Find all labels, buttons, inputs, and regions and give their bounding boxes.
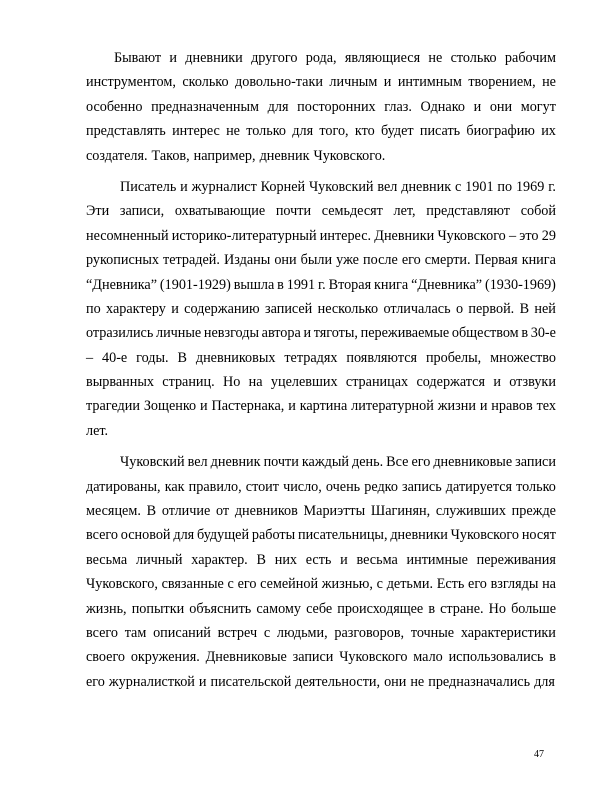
text-line: весьма личный характер. В них есть и весьма интимные переживания — [86, 551, 556, 568]
text-line: “Дневника” (1901-1929) вышла в 1991 г. Вторая книга “Дневника” (1930-1969) — [86, 276, 556, 293]
text-line: Писатель и журналист Корней Чуковский вел дневник с 1901 по 1969 г. — [120, 178, 556, 195]
text-line: рукописных тетрадей. Изданы они были уже после его смерти. Первая книга — [86, 252, 556, 269]
text-line: отразились личные невзгоды автора и тяготы, переживаемые обществом в 30-е — [86, 325, 556, 342]
paragraph-2 — [86, 175, 556, 443]
page-number: 47 — [534, 749, 544, 760]
text-line: жизнь, попытки объяснить самому себе происходящее в стране. Но больше — [86, 600, 556, 617]
text-line: трагедии Зощенко и Пастернака, и картина литературной жизни и нравов тех — [86, 398, 556, 415]
text-line: особенно предназначенным для посторонних глаз. Однако и они могут — [86, 98, 556, 115]
text-line: инструментом, сколько довольно-таки личным и интимным творением, не — [86, 74, 556, 91]
paragraph-1 — [86, 46, 556, 168]
text-line: Бывают и дневники другого рода, являющиеся не столько рабочим — [114, 50, 556, 66]
text-line: Чуковский вел дневник почти каждый день. Все его дневниковые записи — [120, 454, 556, 471]
text-line: месяцем. В отличие от дневников Мариэтты Шагинян, служивших прежде — [86, 503, 556, 520]
text-line: создателя. Таков, например, дневник Чуковского. — [86, 147, 386, 164]
text-line: лет. — [86, 422, 109, 439]
text-line: Чуковского, связанные с его семейной жизнью, с детьми. Есть его взгляды на — [86, 576, 556, 593]
text-line: всего основой для будущей работы писательницы, дневники Чуковского носят — [86, 527, 556, 544]
text-line: всего там описаний встреч с людьми, разговоров, точные характеристики — [86, 624, 556, 641]
text-line: представлять интерес не только для того, кто будет писать биографию их — [86, 123, 556, 140]
text-line: своего окружения. Дневниковые записи Чуковского мало использовались в — [86, 649, 556, 666]
text-line: несомненный историко-литературный интерес. Дневники Чуковского – это 29 — [86, 227, 556, 244]
document-body — [86, 46, 556, 701]
text-line: датированы, как правило, стоит число, очень редко запись датируется только — [86, 478, 556, 495]
text-line: по характеру и содержанию записей несколько отличалась о первой. В ней — [86, 300, 556, 317]
text-line: – 40-е годы. В дневниковых тетрадях появляются пробелы, множество — [86, 349, 556, 366]
text-line: его журналисткой и писательской деятельности, они не предназначались для — [86, 673, 555, 690]
paragraph-3 — [86, 450, 556, 694]
text-line: вырванных страниц. Но на уцелевших страницах содержатся и отзвуки — [86, 374, 556, 391]
text-line: Эти записи, охватывающие почти семьдесят лет, представляют собой — [86, 203, 556, 220]
